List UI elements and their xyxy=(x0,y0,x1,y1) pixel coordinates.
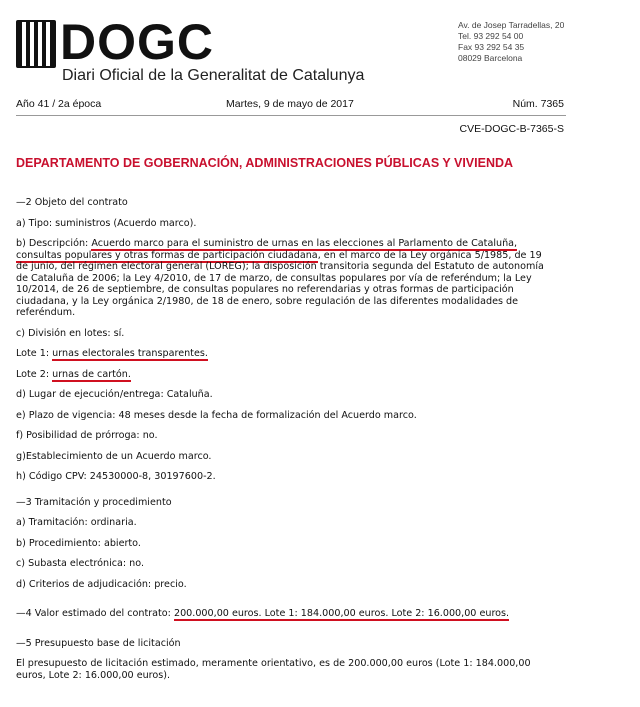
address-line: Fax 93 292 54 35 xyxy=(458,42,525,52)
cve-code: CVE-DOGC-B-7365-S xyxy=(459,123,564,135)
section-2-heading: —2 Objeto del contrato xyxy=(16,197,128,208)
section-3-heading: —3 Tramitación y procedimiento xyxy=(16,496,172,508)
item-b-rest: , en el marco de la Ley orgánica 5/1985, de 19 de junio, del régimen electoral general (LOREG); la disposición transitoria segunda del Estatuto de autonomía de Cataluña de 2006; la Ley 4/2010, de 17 de marzo, de consultas populares por vía de referéndum; la Ley 10/2014, de 26 de septiembre, de consultas populares no referendarias y otras formas de participación ciudadana, y la Ley orgánica 2/1980, de 18 de enero, sobre regulación de las diferentes modalidades de referéndum. xyxy=(16,249,544,318)
lote-2-label: Lote 2: xyxy=(16,368,53,380)
sec2-item-a: a) Tipo: suministros (Acuerdo marco). xyxy=(16,217,197,229)
issue-meta-row xyxy=(16,98,564,114)
dogc-logo xyxy=(16,14,416,86)
issue-date: Martes, 9 de mayo de 2017 xyxy=(226,98,354,110)
sec3-item-b: b) Procedimiento: abierto. xyxy=(16,537,141,549)
sec3-item-c: c) Subasta electrónica: no. xyxy=(16,558,145,569)
highlighted-estimated-value: 200.000,00 euros. Lote 1: 184.000,00 euros. Lote 2: 16.000,00 euros. xyxy=(173,608,510,619)
sec2-item-h: h) Código CPV: 24530000-8, 30197600-2. xyxy=(16,471,216,482)
lote-2 xyxy=(16,369,556,381)
sec3-item-d: d) Criterios de adjudicación: precio. xyxy=(16,578,187,590)
lote-1 xyxy=(16,348,556,360)
lote-1-label: Lote 1: xyxy=(16,348,53,359)
highlighted-lote-1: urnas electorales transparentes. xyxy=(52,348,208,359)
sec2-item-g: g)Establecimiento de un Acuerdo marco. xyxy=(16,450,212,462)
highlighted-lote-2: urnas de cartón. xyxy=(52,368,131,380)
address-line: Tel. 93 292 54 00 xyxy=(458,31,524,41)
sec2-item-e: e) Plazo de vigencia: 48 meses desde la fecha de formalización del Acuerdo marco. xyxy=(16,409,417,421)
section-5-heading: —5 Presupuesto base de licitación xyxy=(16,637,181,649)
section-4 xyxy=(16,608,556,620)
sec2-item-c: c) División en lotes: sí. xyxy=(16,327,125,339)
address-line: Av. de Josep Tarradellas, 20 xyxy=(458,20,565,30)
department-title: DEPARTAMENTO DE GOBERNACIÓN, ADMINISTRACIONES PÚBLICAS Y VIVIENDA xyxy=(16,156,514,170)
sec2-item-f: f) Posibilidad de prórroga: no. xyxy=(16,430,158,441)
issue-number: Núm. 7365 xyxy=(512,98,564,110)
publisher-address xyxy=(458,20,564,64)
highlighted-description-2: consultas populares y otras formas de participación ciudadana xyxy=(16,249,318,261)
item-b-prefix: b) Descripción: xyxy=(16,238,92,249)
header-divider xyxy=(16,115,566,116)
logo-wordmark: DOGC xyxy=(60,14,214,70)
year-epoch: Año 41 / 2a época xyxy=(16,98,102,110)
logo-subtitle: Diari Oficial de la Generalitat de Catalunya xyxy=(62,67,365,84)
highlighted-description-1: Acuerdo marco para el suministro de urnas en las elecciones al Parlamento de Cataluña, xyxy=(91,238,518,249)
sec5-text: El presupuesto de licitación estimado, meramente orientativo, es de 200.000,00 euros (Lote 1: 184.000,00 euros, Lote 2: 16.000,00 euros). xyxy=(16,658,531,681)
document-body xyxy=(16,197,556,681)
senyera-emblem-icon xyxy=(16,20,56,68)
address-line: 08029 Barcelona xyxy=(458,53,523,63)
sec2-item-d: d) Lugar de ejecución/entrega: Cataluña. xyxy=(16,389,213,400)
sec3-item-a: a) Tramitación: ordinaria. xyxy=(16,517,137,528)
section-4-heading: —4 Valor estimado del contrato: xyxy=(16,608,174,619)
sec2-item-b xyxy=(16,238,556,319)
